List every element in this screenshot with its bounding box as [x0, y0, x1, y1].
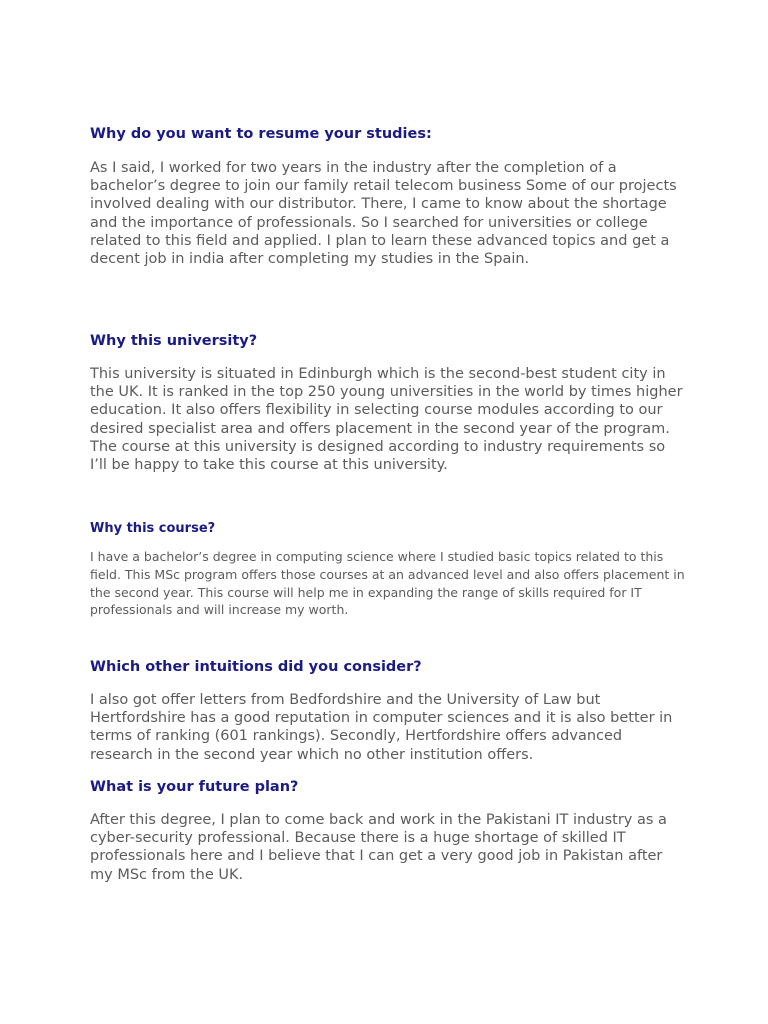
section-heading-future-plan: What is your future plan? — [90, 779, 299, 795]
section-heading-why-course: Why this course? — [90, 521, 216, 536]
section-heading-why-university: Why this university? — [90, 333, 258, 349]
section-heading-other-institutions: Which other intuitions did you consider? — [90, 659, 422, 675]
section-body-resume-studies: As I said, I worked for two years in the industry after the completion of a bachelor’s degree to join our family retail telecom business Some of our projects involved dealing with our distributor. There, I came to know about the shortage and the importance of professionals. So I searched for universities or college related to this field and applied. I plan to learn these advanced topics and get a decent job in india after completing my studies in the Spain. — [90, 160, 677, 268]
section-body-other-institutions: I also got offer letters from Bedfordshire and the University of Law but Hertfordshire has a good reputation in computer sciences and it is also better in terms of ranking (601 rankings). Secondly, Hertfordshire offers advanced research in the second year which no other institution offers. — [90, 692, 673, 763]
section-heading-resume-studies: Why do you want to resume your studies: — [90, 126, 432, 142]
section-body-why-university: This university is situated in Edinburgh which is the second-best student city in the UK. It is ranked in the top 250 young universities in the world by times higher education. It also offers flexibility in selecting course modules according to our desired specialist area and offers placement in the second year of the program. The course at this university is designed according to industry requirements so I’ll be happy to take this course at this university. — [90, 366, 683, 474]
section-body-future-plan: After this degree, I plan to come back and work in the Pakistani IT industry as a cyber-security professional. Because there is a huge shortage of skilled IT professionals here and I believe that I can get a very good job in Pakistan after my MSc from the UK. — [90, 812, 667, 883]
section-body-why-course: I have a bachelor’s degree in computing science where I studied basic topics related to this field. This MSc program offers those courses at an advanced level and also offers placement in the second year. This course will help me in expanding the range of skills required for IT professionals and will increase my worth. — [90, 549, 685, 618]
